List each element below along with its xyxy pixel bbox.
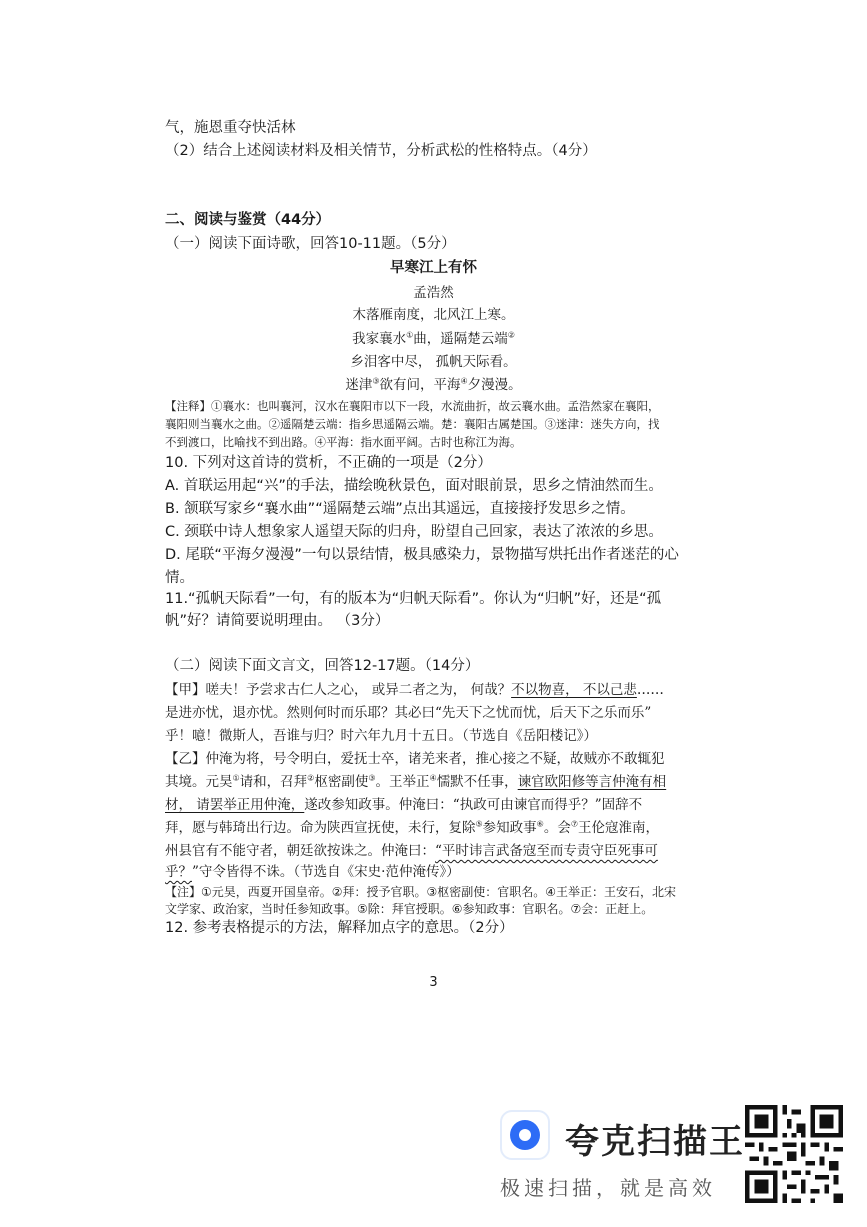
annotation-line: 【注】①元昊，西夏开国皇帝。②拜：授予官职。③枢密副使：官职名。④王举正：王安石，北宋	[165, 885, 677, 899]
poem-title: 早寒江上有怀	[390, 260, 477, 276]
classical-text-line: 材， 请罢举正用仲淹，遂改参知政事。仲淹曰：“执政可由谏官而得乎？”固辞不	[165, 797, 643, 813]
poem-line: 迷津③欲有问，平海④夕漫漫。	[345, 376, 522, 393]
poem-line: 木落雁南度，北风江上寒。	[352, 307, 515, 323]
classical-text-line: 乎！噫！微斯人，吾谁与归？时六年九月十五日。（节选自《岳阳楼记》）	[165, 728, 597, 744]
option-c: C. 颈联中诗人想象家人遥望天际的归舟，盼望自己回家，表达了浓浓的乡思。	[165, 524, 663, 540]
classical-text-line: 【甲】嗟夫！予尝求古仁人之心， 或异二者之为， 何哉？不以物喜， 不以己悲……	[165, 682, 664, 698]
question-line: （2）结合上述阅读材料及相关情节，分析武松的性格特点。（4分）	[165, 143, 597, 159]
section-heading: 二、阅读与鉴赏（44分）	[165, 212, 331, 228]
option-a: A. 首联运用起“兴”的手法，描绘晚秋景色，面对眼前景，思乡之情油然而生。	[165, 478, 663, 494]
classical-text-line: 其境。元昊①请和，召拜②枢密副使③。王举正④懦默不任事，谏官欧阳修等言仲淹有相	[165, 773, 667, 790]
poem-author: 孟浩然	[413, 285, 454, 301]
question-10: 10. 下列对这首诗的赏析，不正确的一项是（2分）	[165, 455, 492, 471]
classical-text-line: 是进亦忧，退亦忧。然则何时而乐耶？其必曰“先天下之忧而忧，后天下之乐而乐”	[165, 705, 652, 721]
annotation-line: 文学家、政治家，当时任参知政事。⑤除：拜官授职。⑥参知政事：官职名。⑦会：正赶上。	[165, 902, 654, 916]
brand-logo-icon	[500, 1110, 550, 1160]
option-b: B. 颔联写家乡“襄水曲”“遥隔楚云端”点出其遥远，直接接抒发思乡之情。	[165, 501, 635, 517]
classical-text-line: 【乙】仲淹为将，号令明白，爱抚士卒，诸羌来者，推心接之不疑，故贼亦不敢辄犯	[165, 751, 665, 767]
option-d: D. 尾联“平海夕漫漫”一句以景结情，极具感染力，景物描写烘托出作者迷茫的心	[165, 547, 679, 563]
annotation-line: 襄阳则当襄水之曲。②遥隔楚云端：指乡思遥隔云端。楚：襄阳古属楚国。③迷津：迷失方向，找	[165, 417, 660, 431]
brand-slogan: 极速扫描，就是高效	[500, 1176, 716, 1200]
question-12: 12. 参考表格提示的方法，解释加点字的意思。（2分）	[165, 920, 514, 936]
annotation-line: 不到渡口，比喻找不到出路。④平海：指水面平阔。古时也称江为海。	[165, 435, 522, 449]
classical-text-line: 乎？”守令皆得不诛。（节选自《宋史·范仲淹传》）	[165, 864, 460, 880]
qr-code-icon	[745, 1105, 843, 1203]
classical-text-line: 拜，愿与韩琦出行边。命为陕西宣抚使，未行，复除⑤参知政事⑥。会⑦王伦寇淮南，	[165, 819, 660, 836]
poem-line: 乡泪客中尽， 孤帆天际看。	[350, 354, 517, 370]
option-d-cont: 情。	[165, 570, 194, 586]
part-heading: （二）阅读下面文言文，回答12-17题。（14分）	[165, 658, 480, 674]
text-line: 气，施恩重夺快活林	[165, 120, 296, 136]
annotation-line: 【注释】①襄水：也叫襄河，汉水在襄阳市以下一段，水流曲折，故云襄水曲。孟浩然家在襄阳，	[165, 399, 660, 413]
question-11-cont: 帆”好？请简要说明理由。 （3分）	[165, 613, 390, 629]
brand-name: 夸克扫描王	[565, 1122, 745, 1162]
question-11: 11.“孤帆天际看”一句，有的版本为“归帆天际看”。你认为“归帆”好，还是“孤	[165, 591, 662, 607]
part-heading: （一）阅读下面诗歌，回答10-11题。（5分）	[165, 236, 456, 252]
poem-line: 我家襄水①曲，遥隔楚云端②	[352, 330, 515, 347]
page-number: 3	[429, 975, 438, 990]
scanner-watermark	[495, 1110, 745, 1210]
classical-text-line: 州县官有不能守者，朝廷欲按诛之。仲淹曰：“平时讳言武备寇至而专责守臣死事可	[165, 843, 658, 859]
